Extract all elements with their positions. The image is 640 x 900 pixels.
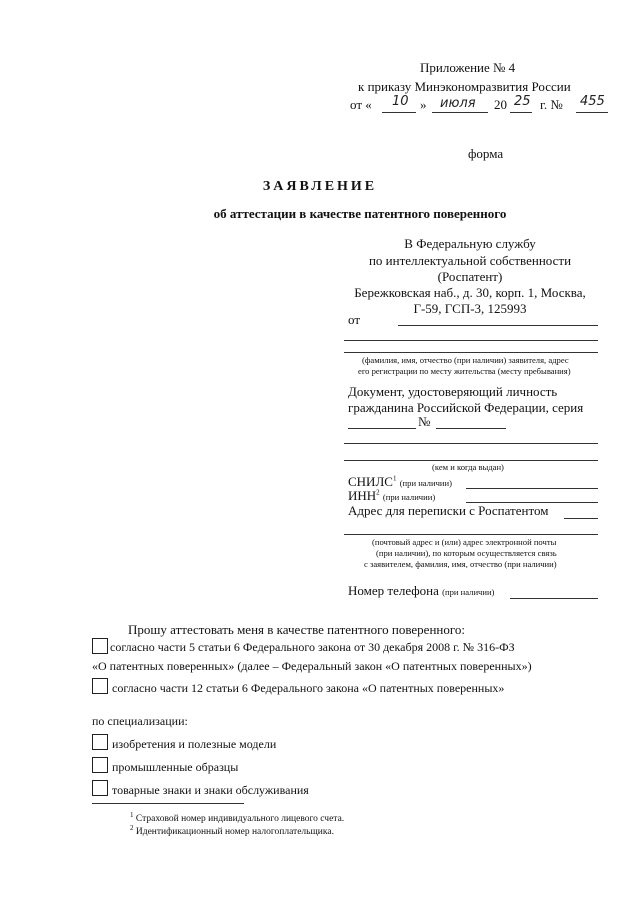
spec-inventions-label: изобретения и полезные модели [112, 737, 277, 751]
footnote-2 [130, 824, 334, 837]
title-sub: об аттестации в качестве патентного поверенного [213, 206, 507, 221]
date-year-prefix: 20 [494, 97, 507, 112]
addressee-line-2: по интеллектуальной собственности [368, 253, 572, 268]
phone-label-text: Номер телефона [348, 583, 439, 598]
form-label: форма [468, 146, 504, 161]
date-year: 25 [514, 94, 531, 109]
id-issued-caption: (кем и когда выдан) [432, 462, 504, 472]
checkbox-spec-industrial-designs[interactable] [92, 757, 108, 773]
addressee-line-1: В Федеральную службу [404, 236, 536, 251]
phone-field[interactable] [510, 598, 598, 599]
footnote-1 [130, 811, 344, 824]
phone-optional-note: (при наличии) [442, 587, 495, 597]
applicant-name-caption-2: его регистрации по месту жительства (месту пребывания) [358, 366, 571, 376]
inn-optional-note: (при наличии) [382, 492, 436, 502]
appendix-number: Приложение № 4 [420, 60, 516, 75]
specialization-label: по специализации: [92, 714, 188, 728]
applicant-field-line-3[interactable] [344, 352, 598, 353]
address-caption-1: (почтовый адрес и (или) адрес электронной почты [372, 537, 557, 547]
option-part-12-label: согласно части 12 статьи 6 Федерального закона «О патентных поверенных» [112, 681, 505, 695]
id-issued-field-line-1[interactable] [344, 443, 598, 444]
date-month: июля [440, 96, 476, 111]
address-caption-2: (при наличии), по которым осуществляется связь [376, 548, 557, 558]
id-issued-field-line-2[interactable] [344, 460, 598, 461]
footnote-2-text: Идентификационный номер налогоплательщика. [135, 827, 334, 838]
page-title [0, 177, 640, 195]
checkbox-spec-inventions[interactable] [92, 734, 108, 750]
option-part-5-line-1: согласно части 5 статьи 6 Федерального закона от 30 декабря 2008 г. № 316-ФЗ [110, 640, 515, 654]
order-number-underline [576, 112, 608, 113]
date-month-underline [432, 112, 488, 113]
checkbox-option-part-5[interactable] [92, 638, 108, 654]
footnote-2-mark: 2 [130, 824, 134, 832]
address-field-line-1[interactable] [564, 518, 598, 519]
id-document-label-1: Документ, удостоверяющий личность [348, 384, 558, 399]
date-prefix: от « [350, 97, 372, 112]
option-part-5-line-2: «О патентных поверенных» (далее – Федеральный закон «О патентных поверенных») [92, 659, 532, 673]
date-day: 10 [392, 94, 409, 109]
inn-label [348, 488, 435, 504]
date-suffix: г. № [540, 97, 563, 112]
inn-footnote-mark: 2 [376, 488, 380, 497]
date-year-underline [510, 112, 532, 113]
snils-label-text: СНИЛС [348, 474, 393, 489]
footnote-1-text: Страховой номер индивидуального лицевого счета. [135, 814, 345, 825]
correspondence-address-label: Адрес для переписки с Роспатентом [348, 503, 549, 518]
id-document-label-2: гражданина Российской Федерации, серия [348, 400, 584, 415]
id-series-field[interactable] [348, 428, 416, 429]
applicant-field-line-1[interactable] [398, 325, 598, 326]
addressee-line-3: (Роспатент) [437, 269, 503, 284]
addressee-line-5: Г-59, ГСП-3, 125993 [413, 301, 527, 316]
from-label: от [348, 312, 361, 327]
footnote-1-mark: 1 [130, 811, 134, 819]
date-day-underline [382, 112, 416, 113]
request-text: Прошу аттестовать меня в качестве патентного поверенного: [128, 622, 465, 637]
id-number-sign: № [418, 414, 431, 429]
snils-optional-note: (при наличии) [399, 478, 452, 488]
snils-field[interactable] [466, 488, 598, 489]
addressee-line-4: Бережковская наб., д. 30, корп. 1, Москва, [354, 285, 586, 300]
order-reference: к приказу Минэкономразвития России [358, 79, 571, 94]
footnote-divider [92, 803, 244, 804]
address-caption-3: с заявителем, фамилия, имя, отчество (при наличии) [364, 559, 557, 569]
spec-industrial-designs-label: промышленные образцы [112, 760, 239, 774]
applicant-name-caption-1: (фамилия, имя, отчество (при наличии) заявителя, адрес [362, 355, 569, 365]
date-close: » [420, 97, 427, 112]
page-subtitle [0, 205, 640, 223]
order-number: 455 [580, 94, 605, 109]
checkbox-option-part-12[interactable] [92, 678, 108, 694]
phone-label [348, 583, 494, 599]
checkbox-spec-trademarks[interactable] [92, 780, 108, 796]
snils-footnote-mark: 1 [392, 474, 397, 483]
id-number-field[interactable] [436, 428, 506, 429]
spec-trademarks-label: товарные знаки и знаки обслуживания [112, 783, 309, 797]
inn-label-text: ИНН [348, 488, 377, 503]
title-main: ЗАЯВЛЕНИЕ [262, 179, 378, 194]
applicant-field-line-2[interactable] [344, 340, 598, 341]
address-field-line-2[interactable] [344, 534, 598, 535]
